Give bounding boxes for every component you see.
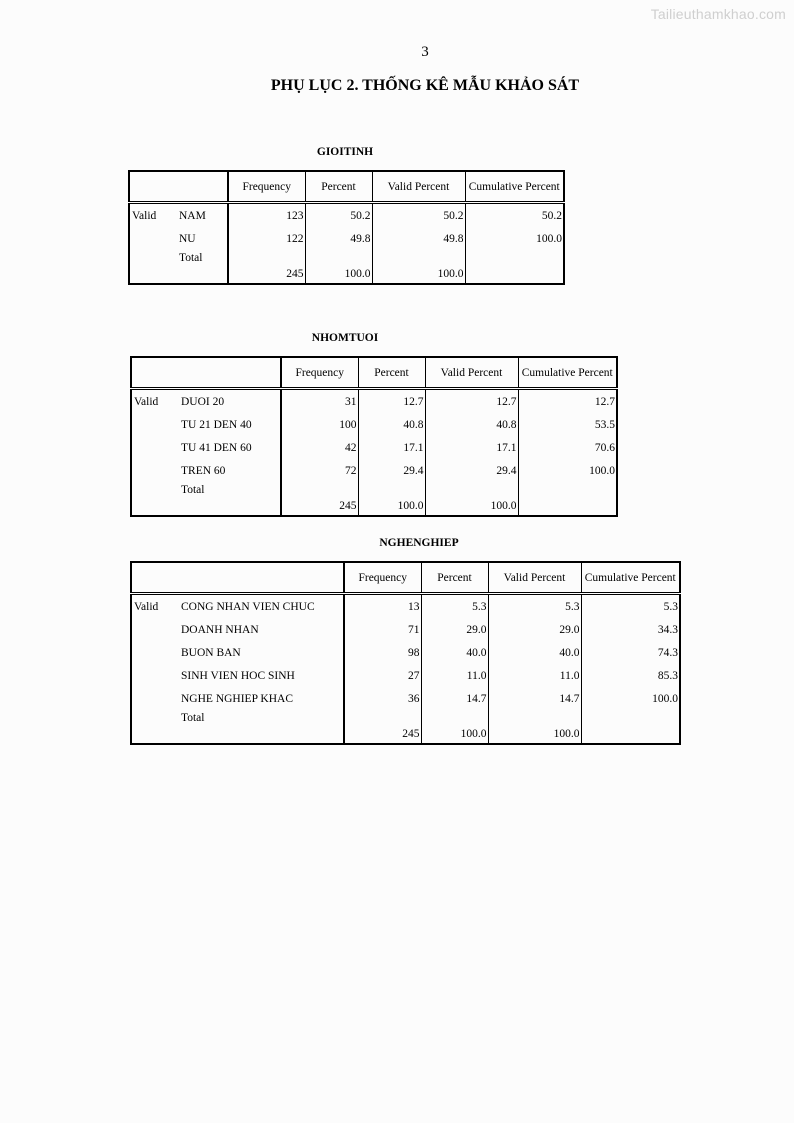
cumulative-percent-value: 85.3 — [581, 664, 680, 687]
table-row — [131, 389, 617, 414]
table-row — [131, 687, 680, 710]
category-label: NU — [179, 232, 196, 245]
watermark: Tailieuthamkhao.com — [650, 6, 786, 22]
percent-value: 50.2 — [305, 203, 372, 228]
valid-percent-value: 12.7 — [425, 389, 518, 414]
frequency-value: 27 — [344, 664, 421, 687]
frequency-value: 100 — [281, 413, 358, 436]
total-label: Total — [181, 484, 205, 496]
frequency-value: 36 — [344, 687, 421, 710]
cumulative-percent-value: 100.0 — [581, 687, 680, 710]
total-row — [131, 710, 680, 744]
category-label: NGHE NGHIEP KHAC — [181, 692, 294, 705]
header-blank — [179, 357, 281, 389]
cumulative-percent-value: 74.3 — [581, 641, 680, 664]
percent-value: 49.8 — [305, 227, 372, 250]
header-row — [129, 171, 564, 203]
header-row — [131, 562, 680, 594]
category-label: TREN 60 — [181, 464, 226, 477]
valid-label: Valid — [134, 600, 159, 613]
frequency-value: 98 — [344, 641, 421, 664]
valid-percent-value: 40.0 — [488, 641, 581, 664]
frequency-table — [130, 356, 618, 517]
percent-value: 17.1 — [358, 436, 425, 459]
header-percent: Percent — [358, 357, 425, 389]
percent-value: 40.8 — [358, 413, 425, 436]
cumulative-percent-value: 50.2 — [465, 203, 564, 228]
total-percent: 100.0 — [305, 250, 372, 284]
table-row — [129, 203, 564, 228]
header-frequency: Frequency — [281, 357, 358, 389]
frequency-value: 13 — [344, 594, 421, 619]
total-percent: 100.0 — [421, 710, 488, 744]
frequency-value: 122 — [228, 227, 305, 250]
valid-percent-value: 5.3 — [488, 594, 581, 619]
category-label: DOANH NHAN — [181, 623, 259, 636]
category-label: SINH VIEN HOC SINH — [181, 669, 295, 682]
header-cumulative-percent: Cumulative Percent — [581, 562, 680, 594]
valid-label — [131, 687, 179, 710]
category-label: TU 41 DEN 60 — [181, 441, 252, 454]
cumulative-percent-value: 53.5 — [518, 413, 617, 436]
frequency-table — [130, 561, 681, 745]
cumulative-percent-value: 100.0 — [465, 227, 564, 250]
valid-percent-value: 11.0 — [488, 664, 581, 687]
valid-label — [131, 664, 179, 687]
header-cumulative-percent: Cumulative Percent — [518, 357, 617, 389]
valid-label — [129, 227, 177, 250]
category-label: BUON BAN — [181, 646, 241, 659]
total-label: Total — [181, 712, 205, 724]
total-label: Total — [179, 252, 203, 264]
total-valid-percent: 100.0 — [372, 250, 465, 284]
table-row — [131, 618, 680, 641]
valid-percent-value: 29.0 — [488, 618, 581, 641]
header-valid-percent: Valid Percent — [488, 562, 581, 594]
table-title: NHOMTUOI — [311, 332, 379, 344]
header-blank — [131, 357, 179, 389]
total-frequency: 245 — [344, 710, 421, 744]
header-cumulative-percent: Cumulative Percent — [465, 171, 564, 203]
valid-percent-value: 49.8 — [372, 227, 465, 250]
valid-label — [131, 413, 179, 436]
page-number: 3 — [421, 44, 429, 60]
header-frequency: Frequency — [228, 171, 305, 203]
category-label: DUOI 20 — [181, 395, 225, 408]
frequency-table-block — [128, 146, 565, 285]
valid-label-blank — [131, 710, 179, 744]
cumulative-percent-value: 70.6 — [518, 436, 617, 459]
frequency-value: 72 — [281, 459, 358, 482]
frequency-table — [128, 170, 565, 285]
valid-label-blank — [131, 482, 179, 516]
cumulative-percent-value: 12.7 — [518, 389, 617, 414]
table-row — [131, 436, 617, 459]
header-row — [131, 357, 617, 389]
total-cumulative-percent — [581, 710, 680, 744]
table-title: GIOITINH — [316, 146, 374, 158]
total-frequency: 245 — [281, 482, 358, 516]
total-valid-percent: 100.0 — [425, 482, 518, 516]
header-blank — [131, 562, 179, 594]
valid-label: Valid — [132, 209, 157, 222]
header-blank — [179, 562, 344, 594]
header-valid-percent: Valid Percent — [425, 357, 518, 389]
total-cumulative-percent — [518, 482, 617, 516]
valid-label — [131, 436, 179, 459]
total-percent: 100.0 — [358, 482, 425, 516]
header-valid-percent: Valid Percent — [372, 171, 465, 203]
valid-label — [131, 459, 179, 482]
valid-label: Valid — [134, 395, 159, 408]
header-percent: Percent — [421, 562, 488, 594]
table-row — [129, 227, 564, 250]
percent-value: 11.0 — [421, 664, 488, 687]
table-row — [131, 459, 617, 482]
cumulative-percent-value: 34.3 — [581, 618, 680, 641]
frequency-table-block — [130, 537, 708, 745]
frequency-value: 71 — [344, 618, 421, 641]
valid-label — [131, 641, 179, 664]
frequency-value: 42 — [281, 436, 358, 459]
category-label: TU 21 DEN 40 — [181, 418, 252, 431]
percent-value: 40.0 — [421, 641, 488, 664]
total-cumulative-percent — [465, 250, 564, 284]
percent-value: 14.7 — [421, 687, 488, 710]
table-row — [131, 641, 680, 664]
valid-percent-value: 29.4 — [425, 459, 518, 482]
frequency-value: 31 — [281, 389, 358, 414]
frequency-table-block — [130, 332, 618, 517]
header-frequency: Frequency — [344, 562, 421, 594]
header-blank — [177, 171, 228, 203]
table-row — [131, 664, 680, 687]
valid-label — [131, 618, 179, 641]
total-row — [129, 250, 564, 284]
header-percent: Percent — [305, 171, 372, 203]
percent-value: 29.0 — [421, 618, 488, 641]
header-blank — [129, 171, 177, 203]
cumulative-percent-value: 5.3 — [581, 594, 680, 619]
valid-percent-value: 14.7 — [488, 687, 581, 710]
table-row — [131, 413, 617, 436]
valid-percent-value: 40.8 — [425, 413, 518, 436]
category-label: NAM — [179, 209, 206, 222]
valid-label-blank — [129, 250, 177, 284]
category-label: CONG NHAN VIEN CHUC — [181, 600, 315, 613]
cumulative-percent-value: 100.0 — [518, 459, 617, 482]
table-row — [131, 594, 680, 619]
percent-value: 5.3 — [421, 594, 488, 619]
percent-value: 29.4 — [358, 459, 425, 482]
frequency-value: 123 — [228, 203, 305, 228]
table-title: NGHENGHIEP — [379, 537, 459, 549]
total-valid-percent: 100.0 — [488, 710, 581, 744]
total-row — [131, 482, 617, 516]
total-frequency: 245 — [228, 250, 305, 284]
valid-percent-value: 50.2 — [372, 203, 465, 228]
valid-percent-value: 17.1 — [425, 436, 518, 459]
page-title: PHỤ LỤC 2. THỐNG KÊ MẪU KHẢO SÁT — [270, 77, 580, 94]
percent-value: 12.7 — [358, 389, 425, 414]
